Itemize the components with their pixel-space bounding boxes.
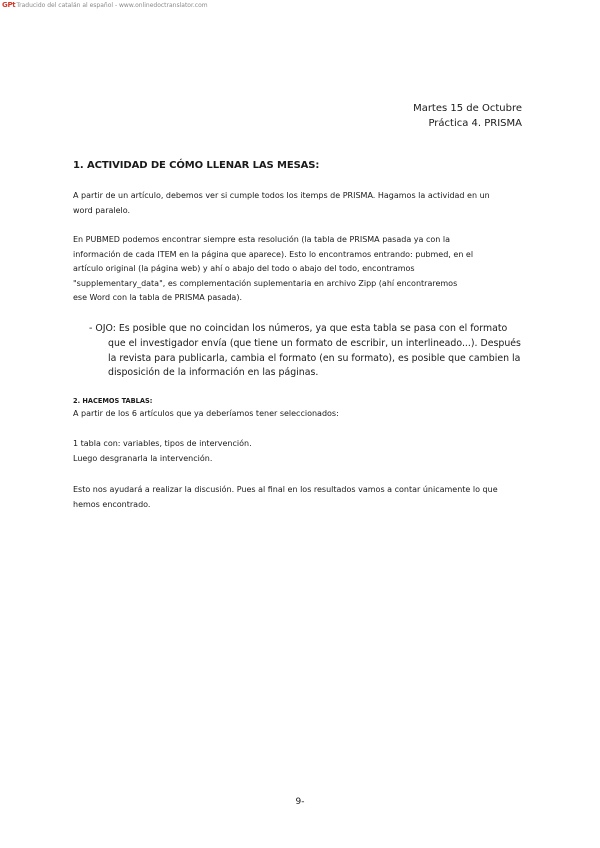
text-line: Luego desgranarla la intervención. [73,453,213,463]
bullet-line: la revista para publicarla, cambia el formato (en su formato), es posible que cambien la [108,352,521,364]
text-line: 1 tabla con: variables, tipos de intervención. [73,439,252,448]
bullet-line: - OJO: Es posible que no coincidan los números, ya que esta tabla se pasa con el formato [89,323,508,334]
header-date: Martes 15 de Octubre [413,103,522,114]
section2-lines [73,437,523,466]
text-line: A partir de un artículo, debemos ver si cumple todos los itemps de PRISMA. Hagamos la actividad en un [73,191,490,200]
text-line: "supplementary_data", es complementación suplementaria en archivo Zipp (ahí encontraremos [73,278,458,288]
section1-paragraph-2 [73,233,523,306]
section2-intro [73,407,523,422]
bullet-line: disposición de la información en las páginas. [108,367,319,379]
text-line: información de cada ITEM en la página que aparece). Esto lo encontramos entrando: pubmed, en el [73,249,474,259]
text-line: word paralelo. [73,205,131,215]
text-line: artículo original (la página web) y ahí o abajo del todo o abajo del todo, encontramos [73,264,415,273]
text-line: En PUBMED podemos encontrar siempre esta resolución (la tabla de PRISMA pasada ya con la [73,235,450,244]
page-number: 9- [295,797,305,807]
text-line: Esto nos ayudará a realizar la discusión. Pues al final en los resultados vamos a contar únicamente lo que [73,485,498,494]
text-line: hemos encontrado. [73,499,151,509]
watermark-text: Traducido del catalán al español - www.onlinedoctranslator.com [16,1,208,9]
section1-heading: 1. ACTIVIDAD DE CÓMO LLENAR LAS MESAS: [73,160,320,171]
bullet-line: que el investigador envía (que tiene un formato de escribir, un interlineado...). Después [108,337,521,349]
document-header [413,101,522,131]
header-subject: Práctica 4. PRISMA [428,118,522,129]
text-line: ese Word con la tabla de PRISMA pasada). [73,293,242,302]
section1-paragraph-1 [73,189,523,218]
text-line: A partir de los 6 artículos que ya deberíamos tener seleccionados: [73,409,339,418]
translator-logo-icon: GPt [2,1,16,9]
section2-closing [73,483,523,512]
translator-watermark [2,0,208,10]
note-bullet [89,322,529,381]
section2-heading: 2. HACEMOS TABLAS: [73,397,153,405]
